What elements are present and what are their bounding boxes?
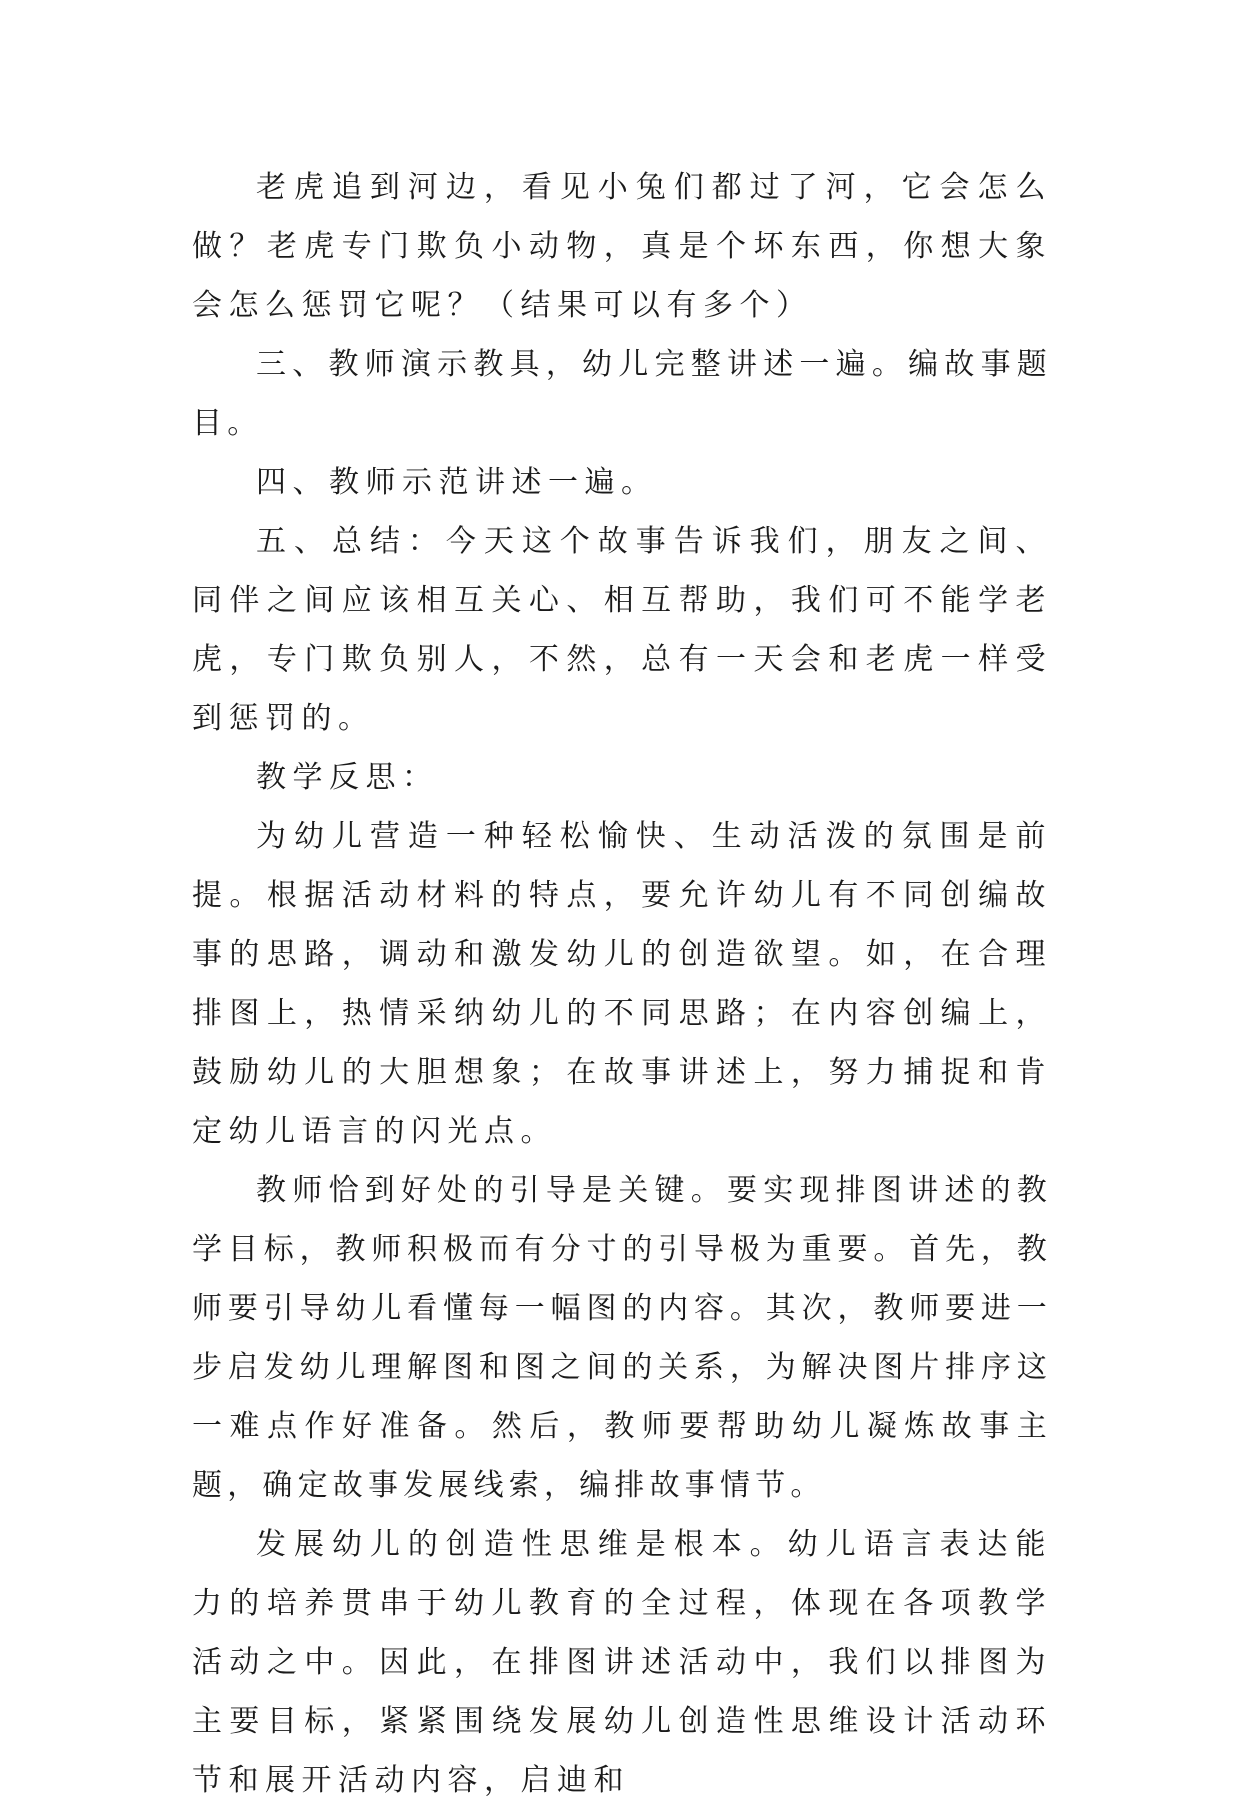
document-body (192, 158, 1052, 1810)
paragraph-tiger-question: 老虎追到河边，看见小兔们都过了河，它会怎么做？老虎专门欺负小动物，真是个坏东西，你想大象会怎么惩罚它呢？（结果可以有多个） (192, 170, 1052, 323)
paragraph-step-three: 三、教师演示教具，幼儿完整讲述一遍。编故事题目。 (192, 347, 1052, 441)
heading-teaching-reflection: 教学反思： (256, 760, 439, 795)
paragraph-reflection-atmosphere: 为幼儿营造一种轻松愉快、生动活泼的氛围是前提。根据活动材料的特点，要允许幼儿有不同创编故事的思路，调动和激发幼儿的创造欲望。如，在合理排图上，热情采纳幼儿的不同思路；在内容创编上，鼓励幼儿的大胆想象；在故事讲述上，努力捕捉和肯定幼儿语言的闪光点。 (192, 819, 1052, 1149)
paragraph-reflection-guidance: 教师恰到好处的引导是关键。要实现排图讲述的教学目标，教师积极而有分寸的引导极为重要。首先，教师要引导幼儿看懂每一幅图的内容。其次，教师要进一步启发幼儿理解图和图之间的关系，为解决图片排序这一难点作好准备。然后，教师要帮助幼儿凝炼故事主题，确定故事发展线索，编排故事情节。 (192, 1173, 1052, 1503)
paragraph-step-five-summary: 五、总结：今天这个故事告诉我们，朋友之间、同伴之间应该相互关心、相互帮助，我们可不能学老虎，专门欺负别人，不然，总有一天会和老虎一样受到惩罚的。 (192, 524, 1052, 736)
paragraph-reflection-creativity: 发展幼儿的创造性思维是根本。幼儿语言表达能力的培养贯串于幼儿教育的全过程，体现在各项教学活动之中。因此，在排图讲述活动中，我们以排图为主要目标，紧紧围绕发展幼儿创造性思维设计活动环节和展开活动内容，启迪和 (192, 1527, 1052, 1798)
paragraph-step-four: 四、教师示范讲述一遍。 (256, 465, 658, 500)
